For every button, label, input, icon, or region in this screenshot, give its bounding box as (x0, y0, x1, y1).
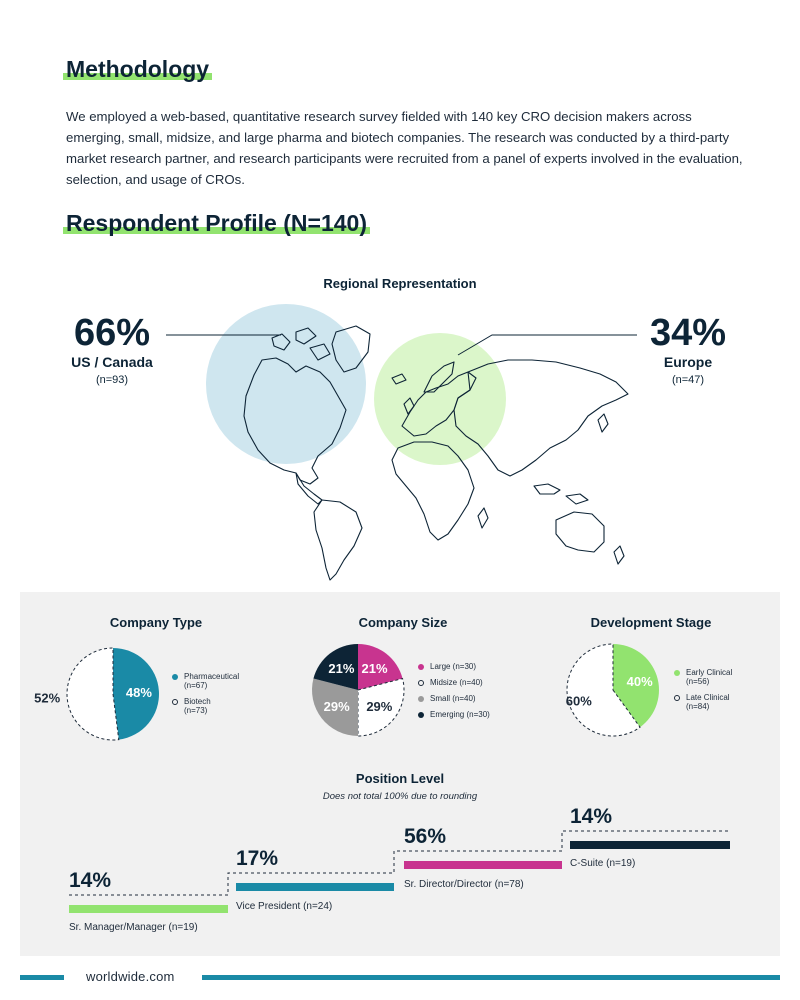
region-us-canada (64, 314, 160, 386)
madagascar-outline (478, 508, 488, 528)
us-canada-percent: 66% (73, 312, 151, 354)
position-level-title: Position Level (355, 771, 445, 786)
indonesia-outline (534, 484, 588, 504)
europe-circle (374, 333, 506, 465)
europe-count: (n=47) (671, 374, 705, 386)
regional-title: Regional Representation (323, 276, 477, 291)
company-size-legend (418, 662, 490, 726)
position-bar-1 (236, 883, 394, 891)
legend-count: (n=56) (686, 677, 710, 686)
company-type-slice-label-0: 48% (125, 684, 152, 700)
pharmaceutical-legend-dot (172, 674, 178, 680)
legend-label: Late Clinical (686, 693, 730, 702)
europe-label: Europe (663, 354, 713, 370)
company-size-title: Company Size (358, 615, 448, 630)
footer-website: worldwide.com (86, 969, 175, 984)
legend-label: Midsize (n=40) (430, 678, 483, 687)
us-canada-label: US / Canada (71, 354, 153, 370)
company-size-pie (310, 642, 406, 738)
company-type-slice-label-1: 52% (34, 690, 61, 706)
legend-label: Small (n=40) (430, 694, 476, 703)
legend-item (418, 694, 490, 703)
company-size-slice-label-1: 29% (366, 699, 393, 715)
development-stage-slice-label-0: 40% (626, 673, 653, 689)
large-legend-dot (418, 664, 424, 670)
legend-item (172, 697, 239, 715)
new-zealand-outline (614, 546, 624, 564)
methodology-body: We employed a web-based, quantitative research survey fielded with 140 key CRO decision makers across emerging, small, midsize, and large pharma and biotech companies. The research was conducted by a third-party market research partner, and research participants were recruited from a panel of experts involved in the evaluation, selection, and usage of CROs. (66, 109, 743, 187)
position-bar-2 (404, 861, 562, 869)
position-value-label-2: 56% (404, 825, 447, 848)
legend-count: (n=67) (184, 681, 208, 690)
company-type-slice-1 (67, 648, 119, 740)
position-bar-3 (570, 841, 730, 849)
position-category-label-0: Sr. Manager/Manager (n=19) (69, 922, 198, 933)
region-europe (640, 314, 736, 386)
south-america-outline (314, 500, 362, 580)
us-canada-circle (206, 304, 366, 464)
respondent-profile-title: Respondent Profile (N=140) (66, 212, 367, 235)
position-category-label-2: Sr. Director/Director (n=78) (404, 879, 524, 890)
company-type-legend (172, 672, 239, 722)
japan-outline (598, 414, 608, 432)
position-category-label-1: Vice President (n=24) (236, 901, 333, 912)
emerging-legend-dot (418, 712, 424, 718)
company-size-slice-label-2: 29% (323, 699, 350, 715)
europe-percent: 34% (649, 312, 727, 354)
midsize-legend-dot (418, 680, 424, 686)
development-stage-title: Development Stage (590, 615, 712, 630)
position-category-label-3: C-Suite (n=19) (570, 858, 636, 869)
australia-outline (556, 512, 604, 552)
development-stage-legend (674, 668, 732, 718)
legend-label: Emerging (n=30) (430, 710, 490, 719)
legend-label: Biotech (184, 697, 211, 706)
company-size-slice-label-3: 21% (328, 661, 355, 677)
legend-item (172, 672, 239, 690)
legend-label: Early Clinical (686, 668, 733, 677)
position-value-label-3: 14% (570, 805, 613, 828)
legend-item (418, 678, 490, 687)
legend-label: Pharmaceutical (184, 672, 240, 681)
us-canada-count: (n=93) (95, 374, 129, 386)
legend-item (418, 710, 490, 719)
company-size-slice-label-0: 21% (361, 661, 388, 677)
legend-count: (n=84) (686, 702, 710, 711)
legend-item (674, 668, 732, 686)
late-clinical-legend-dot (674, 695, 680, 701)
legend-item (418, 662, 490, 671)
position-level-chart (0, 800, 800, 950)
small-legend-dot (418, 696, 424, 702)
legend-label: Large (n=30) (430, 662, 477, 671)
position-value-label-1: 17% (236, 847, 279, 870)
legend-count: (n=73) (184, 706, 208, 715)
early-clinical-legend-dot (674, 670, 680, 676)
legend-item (674, 693, 732, 711)
position-bar-0 (69, 905, 228, 913)
position-value-label-0: 14% (69, 869, 112, 892)
position-level-note: Does not total 100% due to rounding (322, 791, 478, 802)
development-stage-pie (565, 642, 661, 738)
methodology-title: Methodology (66, 58, 209, 81)
development-stage-slice-label-1: 60% (565, 693, 592, 709)
biotech-legend-dot (172, 699, 178, 705)
company-type-pie (34, 646, 161, 742)
footer-rule-left (20, 975, 64, 980)
company-type-title: Company Type (109, 615, 203, 630)
footer-rule-right (202, 975, 780, 980)
